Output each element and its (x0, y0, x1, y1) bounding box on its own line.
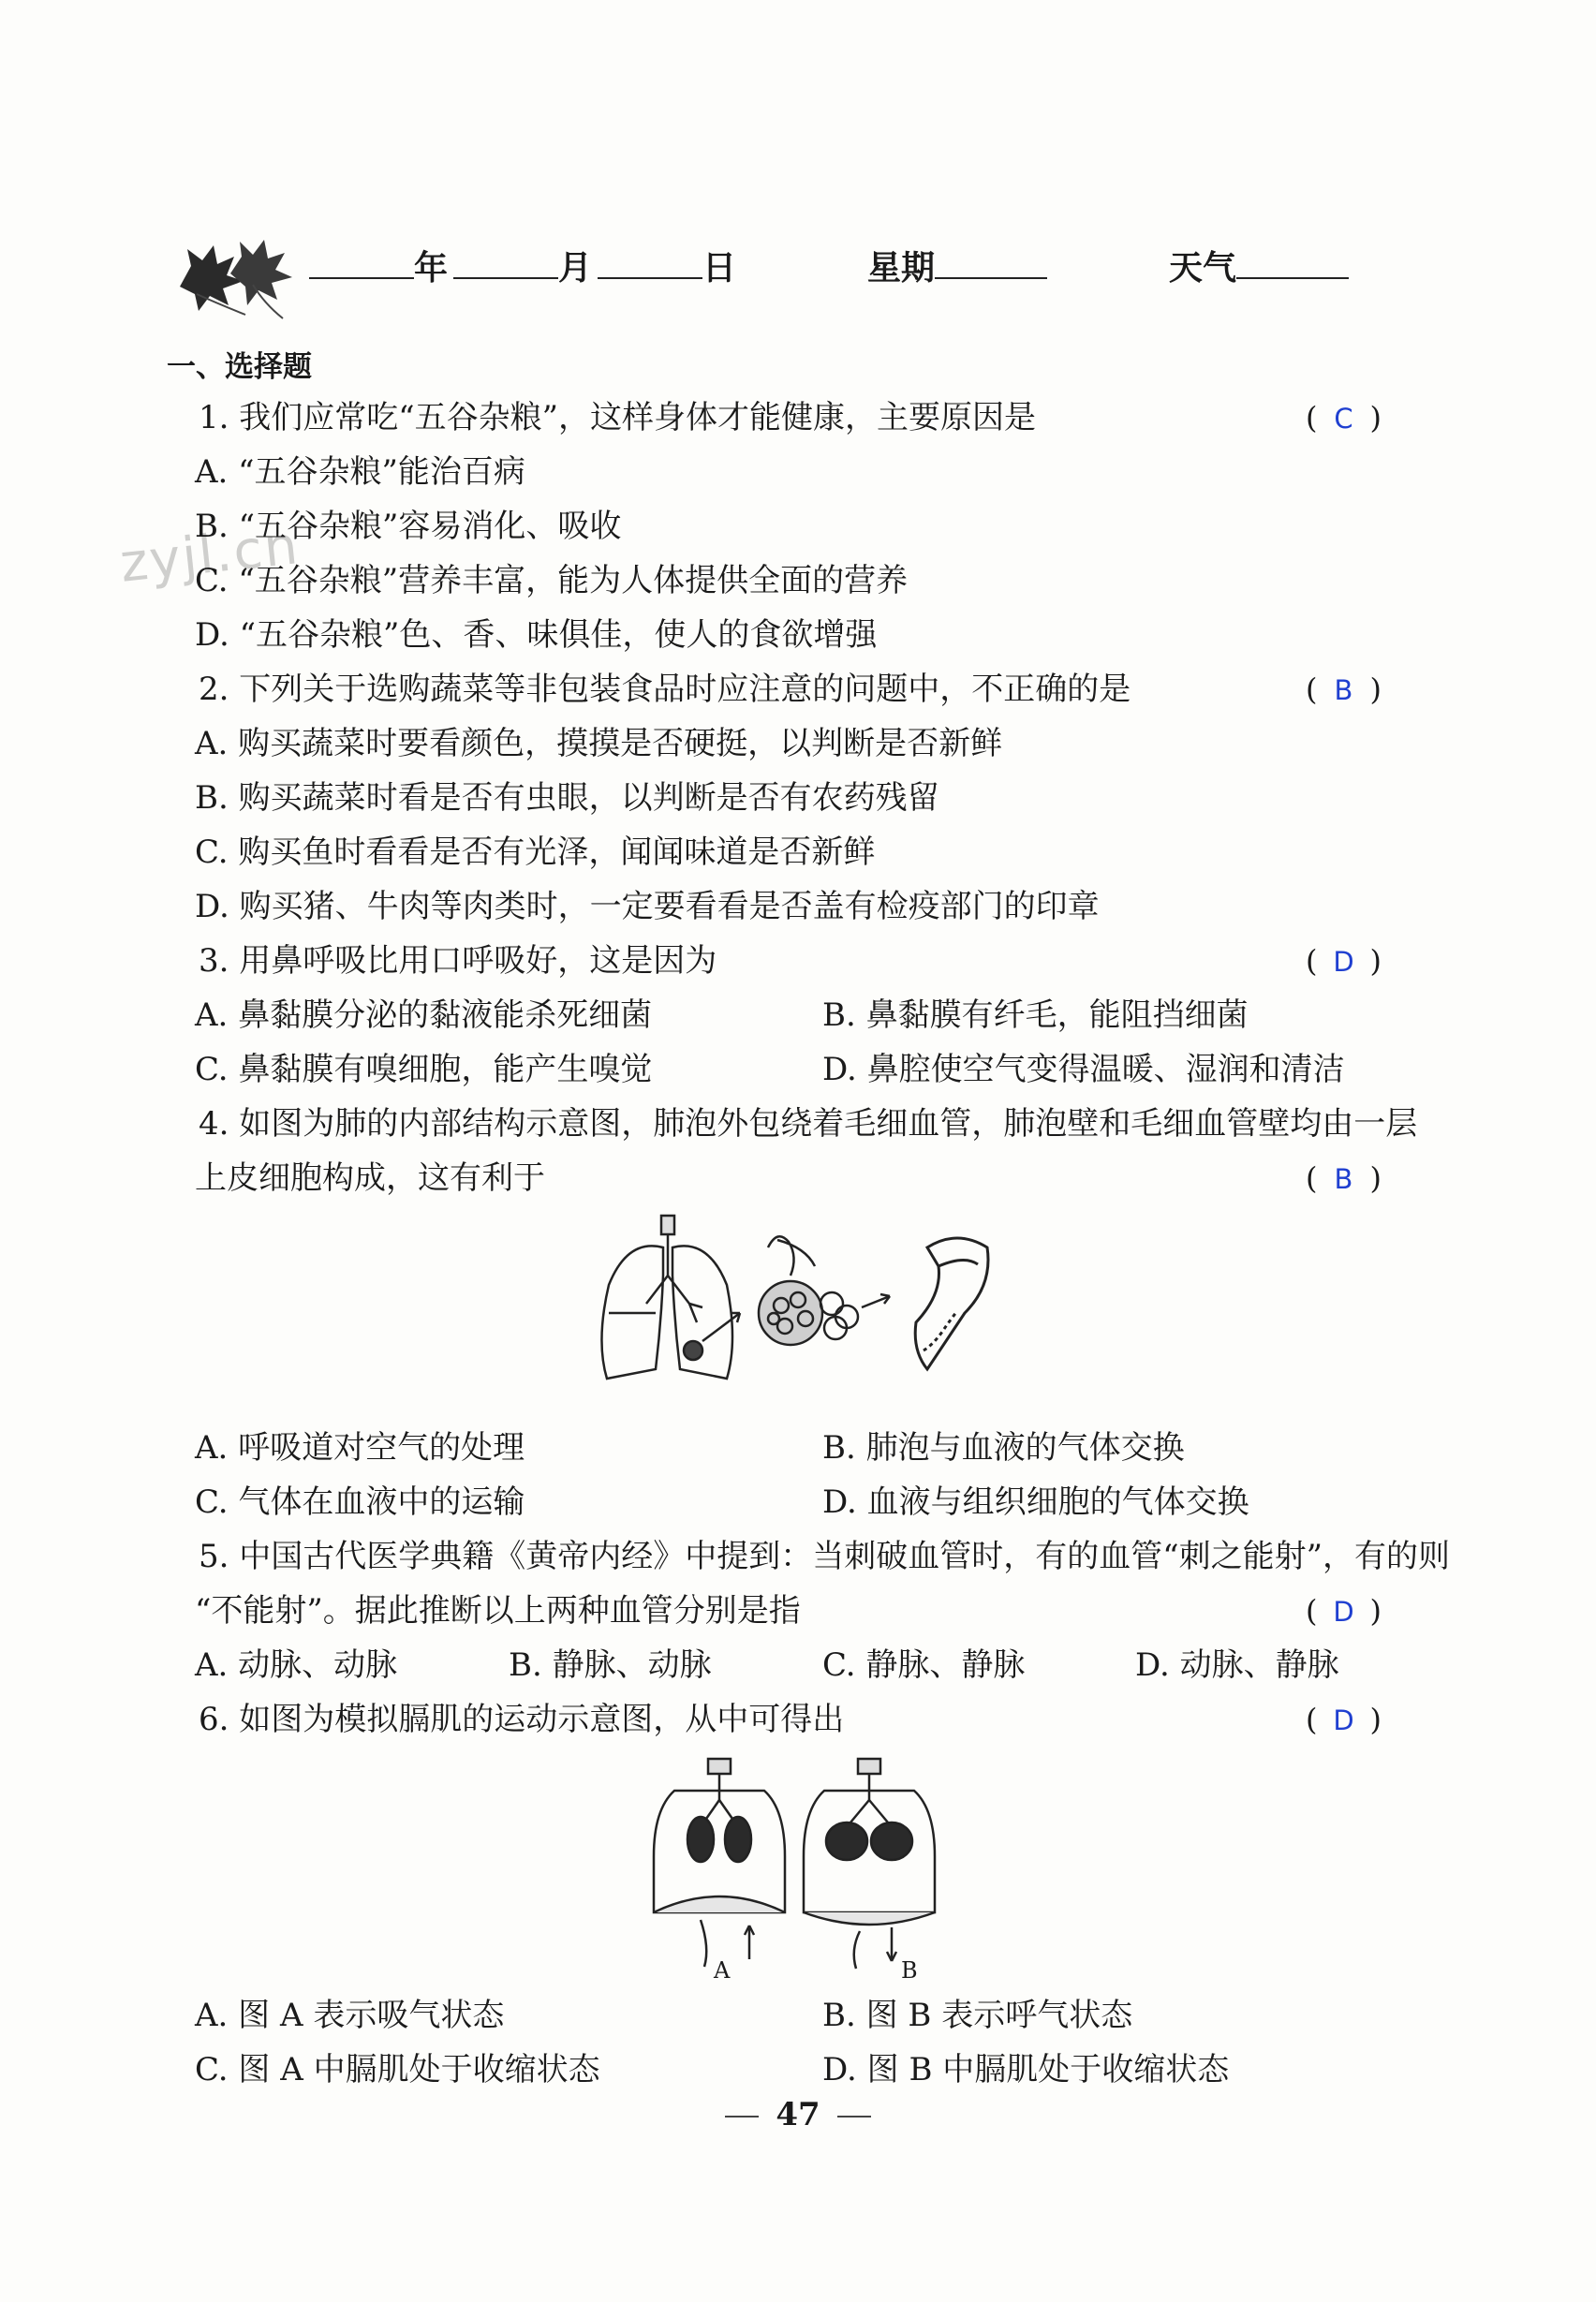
q3-answer-box: ( D ) (1306, 943, 1382, 979)
figure-label-b: B (901, 1957, 918, 1984)
weekday-blank[interactable] (935, 247, 1047, 279)
q3-answer: D (1333, 946, 1354, 978)
q4-stem-line1: 4. 如图为肺的内部结构示意图，肺泡外包绕着毛细血管，肺泡壁和毛细血管壁均由一层 (199, 1105, 1418, 1143)
q3-stem: 3. 用鼻呼吸比用口呼吸好，这是因为 (199, 942, 717, 980)
weekday-field (867, 245, 1047, 292)
q3-option-d: D. 鼻腔使空气变得温暖、湿润和清洁 (822, 1051, 1345, 1088)
q1-option-d: D. “五谷杂粮”色、香、味俱佳，使人的食欲增强 (195, 616, 878, 654)
weather-field (1169, 245, 1349, 292)
weather-blank[interactable] (1236, 247, 1349, 279)
q5-answer-box: ( D ) (1306, 1593, 1382, 1629)
diaphragm-model-figure (646, 1753, 946, 1978)
alveoli-cluster-icon (759, 1236, 890, 1345)
page-number (0, 2096, 1596, 2133)
leaf-decoration-icon (161, 229, 302, 326)
q5-option-a: A. 动脉、动脉 (195, 1646, 398, 1684)
q3-option-a: A. 鼻黏膜分泌的黏液能杀死细菌 (195, 996, 653, 1034)
day-blank[interactable] (598, 247, 702, 279)
weekday-label: 星期 (867, 249, 936, 288)
bell-jar-b-icon (804, 1759, 935, 1969)
date-header (309, 245, 736, 292)
q1-option-b: B. “五谷杂粮”容易消化、吸收 (195, 508, 622, 545)
month-blank[interactable] (453, 247, 558, 279)
capillary-wall-icon (915, 1238, 988, 1369)
q6-option-a: A. 图 A 表示吸气状态 (195, 1997, 505, 2034)
q4-answer: B (1334, 1163, 1353, 1195)
year-blank[interactable] (309, 247, 414, 279)
lungs-icon (601, 1216, 740, 1379)
q1-stem: 1. 我们应常吃“五谷杂粮”，这样身体才能健康，主要原因是 (199, 399, 1037, 436)
page-number-right-dash (837, 2116, 871, 2118)
q5-answer: D (1333, 1596, 1354, 1628)
figure-label-a: A (714, 1957, 731, 1984)
section-title: 一、选择题 (167, 350, 312, 384)
q1-option-a: A. “五谷杂粮”能治百病 (195, 453, 525, 491)
year-label: 年 (414, 249, 449, 288)
q2-answer: B (1334, 674, 1353, 706)
q5-option-c: C. 静脉、静脉 (822, 1646, 1026, 1684)
watermark: zyjl.cn (117, 515, 303, 595)
page-number-left-dash (725, 2116, 759, 2118)
q2-stem: 2. 下列关于选购蔬菜等非包装食品时应注意的问题中，不正确的是 (199, 671, 1131, 708)
q1-answer-box: ( C ) (1306, 400, 1382, 435)
q2-option-d: D. 购买猪、牛肉等肉类时，一定要看看是否盖有检疫部门的印章 (195, 888, 1100, 925)
q4-answer-box: ( B ) (1306, 1160, 1382, 1196)
q6-option-d: D. 图 B 中膈肌处于收缩状态 (822, 2051, 1230, 2088)
page-number-value: 47 (776, 2096, 820, 2133)
q5-option-b: B. 静脉、动脉 (509, 1646, 712, 1684)
q6-option-c: C. 图 A 中膈肌处于收缩状态 (195, 2051, 600, 2088)
q2-option-a: A. 购买蔬菜时要看颜色，摸摸是否硬挺，以判断是否新鲜 (195, 725, 1003, 762)
q5-stem-line1: 5. 中国古代医学典籍《黄帝内经》中提到：当刺破血管时，有的血管“刺之能射”，有的则 (199, 1538, 1451, 1575)
q3-option-b: B. 鼻黏膜有纤毛，能阻挡细菌 (822, 996, 1249, 1034)
q2-option-b: B. 购买蔬菜时看是否有虫眼，以判断是否有农药残留 (195, 779, 939, 817)
q6-stem: 6. 如图为模拟膈肌的运动示意图，从中可得出 (199, 1701, 845, 1738)
q5-option-d: D. 动脉、静脉 (1135, 1646, 1339, 1684)
q6-option-b: B. 图 B 表示呼气状态 (822, 1997, 1133, 2034)
q1-answer: C (1334, 403, 1353, 435)
q2-answer-box: ( B ) (1306, 671, 1382, 707)
day-label: 日 (702, 249, 737, 288)
q5-stem-line2: “不能射”。据此推断以上两种血管分别是指 (195, 1592, 801, 1630)
lung-structure-figure (590, 1210, 1021, 1397)
q4-option-b: B. 肺泡与血液的气体交换 (822, 1429, 1185, 1467)
q6-answer-box: ( D ) (1306, 1702, 1382, 1737)
q4-stem-line2: 上皮细胞构成，这有利于 (195, 1159, 545, 1197)
q4-option-a: A. 呼吸道对空气的处理 (195, 1429, 525, 1467)
q3-option-c: C. 鼻黏膜有嗅细胞，能产生嗅觉 (195, 1051, 653, 1088)
weather-label: 天气 (1169, 249, 1237, 288)
bell-jar-a-icon (654, 1759, 785, 1967)
month-label: 月 (558, 249, 593, 288)
q4-option-c: C. 气体在血液中的运输 (195, 1483, 525, 1521)
q2-option-c: C. 购买鱼时看看是否有光泽，闻闻味道是否新鲜 (195, 834, 876, 871)
q1-option-c: C. “五谷杂粮”营养丰富，能为人体提供全面的营养 (195, 562, 909, 599)
q4-option-d: D. 血液与组织细胞的气体交换 (822, 1483, 1249, 1521)
q6-answer: D (1333, 1704, 1354, 1736)
